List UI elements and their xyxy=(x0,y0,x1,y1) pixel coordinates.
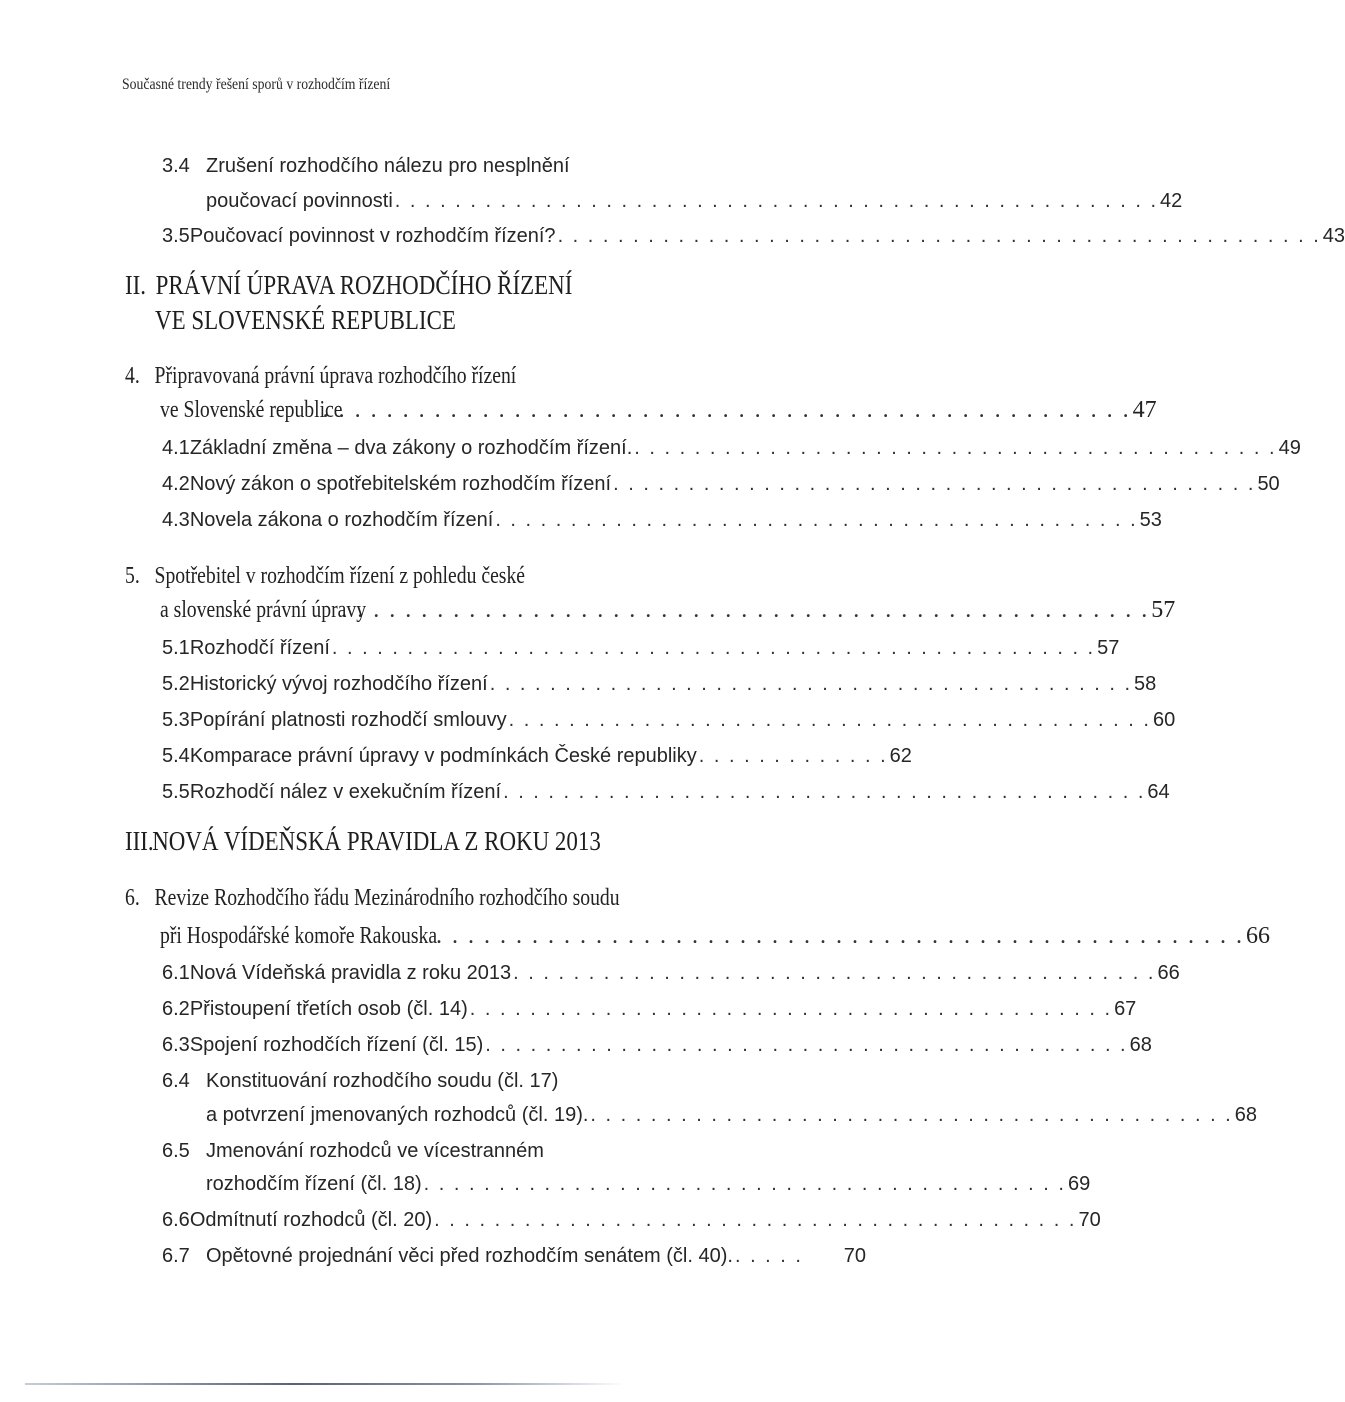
page-number: 70 xyxy=(1078,1209,1101,1231)
leader-dots: . . . . . . . . . . . . . . . . . . . . . . . . . . . . . . . . . . . . . . . . . . . xyxy=(469,998,1113,1020)
leader-dots: . . . . . xyxy=(734,1245,803,1267)
toc-entry-6-5-cont xyxy=(206,1173,1091,1196)
entry-title-cont: a potvrzení jmenovaných rozhodců (čl. 19). xyxy=(206,1104,589,1126)
leader-dots: . . . . . . . . . . . . . . . . . . . . . . . . . . . . . . . . . . . . . . . . . . . . . . . . . . . xyxy=(322,397,1131,423)
entry-title: Popírání platnosti rozhodčí smlouvy xyxy=(189,709,507,731)
page-number: 67 xyxy=(1114,998,1137,1020)
chapter-title-cont: při Hospodářské komoře Rakouska xyxy=(160,923,438,949)
part-heading-ii-cont xyxy=(155,305,509,336)
entry-title: Odmítnutí rozhodců (čl. 20) xyxy=(189,1209,433,1231)
page-number: 57 xyxy=(1097,637,1120,659)
leader-dots: . . . . . . . . . . . . . . . . . . . . . . . . . . . . . . . . . . . . . . . . . . . xyxy=(613,473,1256,495)
entry-number: 3.4 xyxy=(162,155,190,177)
leader-dots: . . . . . . . . . . . . . . . . . . . . . . . . . . . . . . . . . . . . . . . . . . . xyxy=(489,673,1133,695)
chapter-number: 5. xyxy=(125,563,140,589)
leader-dots: . . . . . . . . . . . . . . . . . . . . . . . . . . . . . . . . . . . . . . . . . . . xyxy=(513,962,1156,984)
entry-title: Rozhodčí nález v exekučním řízení xyxy=(189,781,502,803)
entry-title: Základní změna – dva zákony o rozhodčím řízení. xyxy=(189,437,633,459)
chapter-title: Připravovaná právní úprava rozhodčího řízení xyxy=(154,363,517,389)
toc-entry-6-1 xyxy=(162,962,1180,985)
entry-number: 4.3 xyxy=(162,509,190,531)
chapter-title-cont: a slovenské právní úpravy xyxy=(160,597,367,623)
part-heading-ii xyxy=(125,270,651,301)
entry-title: Historický vývoj rozhodčího řízení xyxy=(189,673,488,695)
page-number: 49 xyxy=(1278,437,1301,459)
chapter-number: 6. xyxy=(125,885,140,911)
entry-number: 6.2 xyxy=(162,998,190,1020)
leader-dots: . . . . . . . . . . . . . . . . . . . . . . . . . . . . . . . . . . . . . . . . . . . xyxy=(503,781,1146,803)
chapter-6-cont xyxy=(160,923,1270,950)
toc-entry-5-2 xyxy=(162,673,1157,696)
toc-entry-4-2 xyxy=(162,473,1280,496)
leader-dots: . . . . . . . . . . . . . . . . . . . . . . . . . . . . . . . . . . . . . . . . . . . xyxy=(495,509,1138,531)
entry-number: 5.4 xyxy=(162,745,190,767)
part-heading-iii xyxy=(125,826,685,857)
entry-number: 6.7 xyxy=(162,1245,190,1267)
entry-title-cont: rozhodčím řízení (čl. 18) xyxy=(206,1173,422,1195)
entry-title: Komparace právní úpravy v podmínkách České republiky xyxy=(189,745,697,767)
part-number: III. xyxy=(125,826,154,856)
chapter-5 xyxy=(125,563,613,590)
chapter-4 xyxy=(125,363,602,390)
chapter-4-cont xyxy=(160,397,1157,424)
page-number: 47 xyxy=(1132,397,1157,423)
toc-entry-5-1 xyxy=(162,637,1120,660)
page-number: 70 xyxy=(843,1245,866,1267)
leader-dots: . . . . . . . . . . . . . . . . . . . . . . . . . . . . . . . . . . . . . . . . . . . xyxy=(485,1034,1128,1056)
toc-entry-4-3 xyxy=(162,509,1162,532)
page-number: 58 xyxy=(1134,673,1157,695)
entry-title: Poučovací povinnost v rozhodčím řízení? xyxy=(189,225,556,247)
entry-title: Rozhodčí řízení xyxy=(189,637,330,659)
leader-dots: . . . . . . . . . . . . . . . . . . . . . . . . . . . . . . . . . . . . . . . . . . . xyxy=(434,1209,1077,1231)
entry-title: Zrušení rozhodčího nálezu pro nesplnění xyxy=(206,155,570,177)
toc-entry-5-4 xyxy=(162,745,912,768)
leader-dots: . . . . . . . . . . . . . . . . . . . . . . . . . . . . . . . . . . . . . . . . . . . xyxy=(423,1173,1066,1195)
toc-entry-6-4-cont xyxy=(206,1104,1257,1127)
page-number: 68 xyxy=(1234,1104,1257,1126)
part-title-cont: VE SLOVENSKÉ REPUBLICE xyxy=(155,305,456,335)
page-number: 42 xyxy=(1160,190,1183,212)
toc-entry-6-4 xyxy=(162,1070,558,1093)
entry-title: Novela zákona o rozhodčím řízení xyxy=(189,509,494,531)
page-number: 53 xyxy=(1139,509,1162,531)
chapter-5-cont xyxy=(160,597,1176,624)
toc-entry-6-2 xyxy=(162,998,1137,1021)
page-number: 64 xyxy=(1147,781,1170,803)
entry-number: 6.3 xyxy=(162,1034,190,1056)
entry-number: 5.1 xyxy=(162,637,190,659)
toc-entry-3-4-cont xyxy=(206,190,1183,213)
part-title: NOVÁ VÍDEŇSKÁ PRAVIDLA Z ROKU 2013 xyxy=(152,826,601,856)
leader-dots: . . . . . . . . . . . . . . . . . . . . . . . . . . . . . . . . . . . . . . . . . . . . . . . . . . . xyxy=(394,190,1159,212)
entry-title: Přistoupení třetích osob (čl. 14) xyxy=(189,998,468,1020)
leader-dots: . . . . . . . . . . . . . . . . . . . . . . . . . . . . . . . . . . . . . . . . . . . xyxy=(634,437,1277,459)
chapter-title: Revize Rozhodčího řádu Mezinárodního rozhodčího soudu xyxy=(154,885,620,911)
toc-entry-6-7 xyxy=(162,1245,866,1268)
toc-entry-5-3 xyxy=(162,709,1176,732)
leader-dots: . . . . . . . . . . . . . . . . . . . . . . . . . . . . . . . . . . . . . . . . . . . . . . . . . . . xyxy=(341,597,1150,623)
chapter-number: 4. xyxy=(125,363,140,389)
chapter-title: Spotřebitel v rozhodčím řízení z pohledu české xyxy=(154,563,526,589)
entry-title: Jmenování rozhodců ve vícestranném xyxy=(206,1140,544,1162)
toc-entry-5-5 xyxy=(162,781,1170,804)
entry-number: 6.6 xyxy=(162,1209,190,1231)
toc-entry-6-3 xyxy=(162,1034,1152,1057)
page-number: 66 xyxy=(1157,962,1180,984)
entry-title: Opětovné projednání věci před rozhodčím senátem (čl. 40). xyxy=(206,1245,733,1267)
leader-dots: . . . . . . . . . . . . . . . . . . . . . . . . . . . . . . . . . . . . . . . . . . . . . . . . . . . xyxy=(557,225,1321,247)
leader-dots: . . . . . . . . . . . . . . . . . . . . . . . . . . . . . . . . . . . . . . . . . . . xyxy=(508,709,1151,731)
page-number: 43 xyxy=(1322,225,1345,247)
entry-number: 5.2 xyxy=(162,673,190,695)
page-number: 62 xyxy=(889,745,912,767)
page-number: 69 xyxy=(1067,1173,1091,1195)
entry-title: Konstituování rozhodčího soudu (čl. 17) xyxy=(206,1070,559,1092)
entry-number: 5.5 xyxy=(162,781,190,803)
entry-title: Nový zákon o spotřebitelském rozhodčím řízení xyxy=(189,473,612,495)
entry-number: 4.2 xyxy=(162,473,190,495)
entry-number: 5.3 xyxy=(162,709,190,731)
toc-entry-6-6 xyxy=(162,1209,1101,1232)
leader-dots: . . . . . . . . . . . . . xyxy=(698,745,888,767)
entry-number: 3.5 xyxy=(162,225,190,247)
scan-edge-line xyxy=(25,1383,625,1385)
leader-dots: . . . . . . . . . . . . . . . . . . . . . . . . . . . . . . . . . . . . . . . . . . . xyxy=(590,1104,1233,1126)
toc-entry-3-5 xyxy=(162,225,1345,248)
page-number: 50 xyxy=(1257,473,1280,495)
entry-title: Nová Vídeňská pravidla z roku 2013 xyxy=(189,962,512,984)
page-number: 66 xyxy=(1245,923,1270,949)
toc-entry-3-4 xyxy=(162,155,570,178)
page-number: 57 xyxy=(1151,597,1176,623)
part-title: PRÁVNÍ ÚPRAVA ROZHODČÍHO ŘÍZENÍ xyxy=(155,270,573,300)
toc-entry-6-5 xyxy=(162,1140,544,1163)
entry-title-cont: poučovací povinnosti xyxy=(206,190,393,212)
page-number: 60 xyxy=(1152,709,1176,731)
entry-number: 6.4 xyxy=(162,1070,190,1092)
leader-dots: . . . . . . . . . . . . . . . . . . . . . . . . . . . . . . . . . . . . . . . . . . . . . . . . . . . xyxy=(435,923,1244,949)
part-number: II. xyxy=(125,270,147,300)
entry-number: 4.1 xyxy=(162,437,190,459)
chapter-6 xyxy=(125,885,728,912)
chapter-title-cont: ve Slovenské republice xyxy=(160,397,343,423)
toc-entry-4-1 xyxy=(162,437,1301,460)
entry-number: 6.5 xyxy=(162,1140,190,1162)
entry-title: Spojení rozhodčích řízení (čl. 15) xyxy=(189,1034,484,1056)
page-number: 68 xyxy=(1129,1034,1152,1056)
entry-number: 6.1 xyxy=(162,962,190,984)
running-head: Současné trendy řešení sporů v rozhodčím řízení xyxy=(122,76,391,93)
leader-dots: . . . . . . . . . . . . . . . . . . . . . . . . . . . . . . . . . . . . . . . . . . . . . . . . . . . xyxy=(331,637,1096,659)
